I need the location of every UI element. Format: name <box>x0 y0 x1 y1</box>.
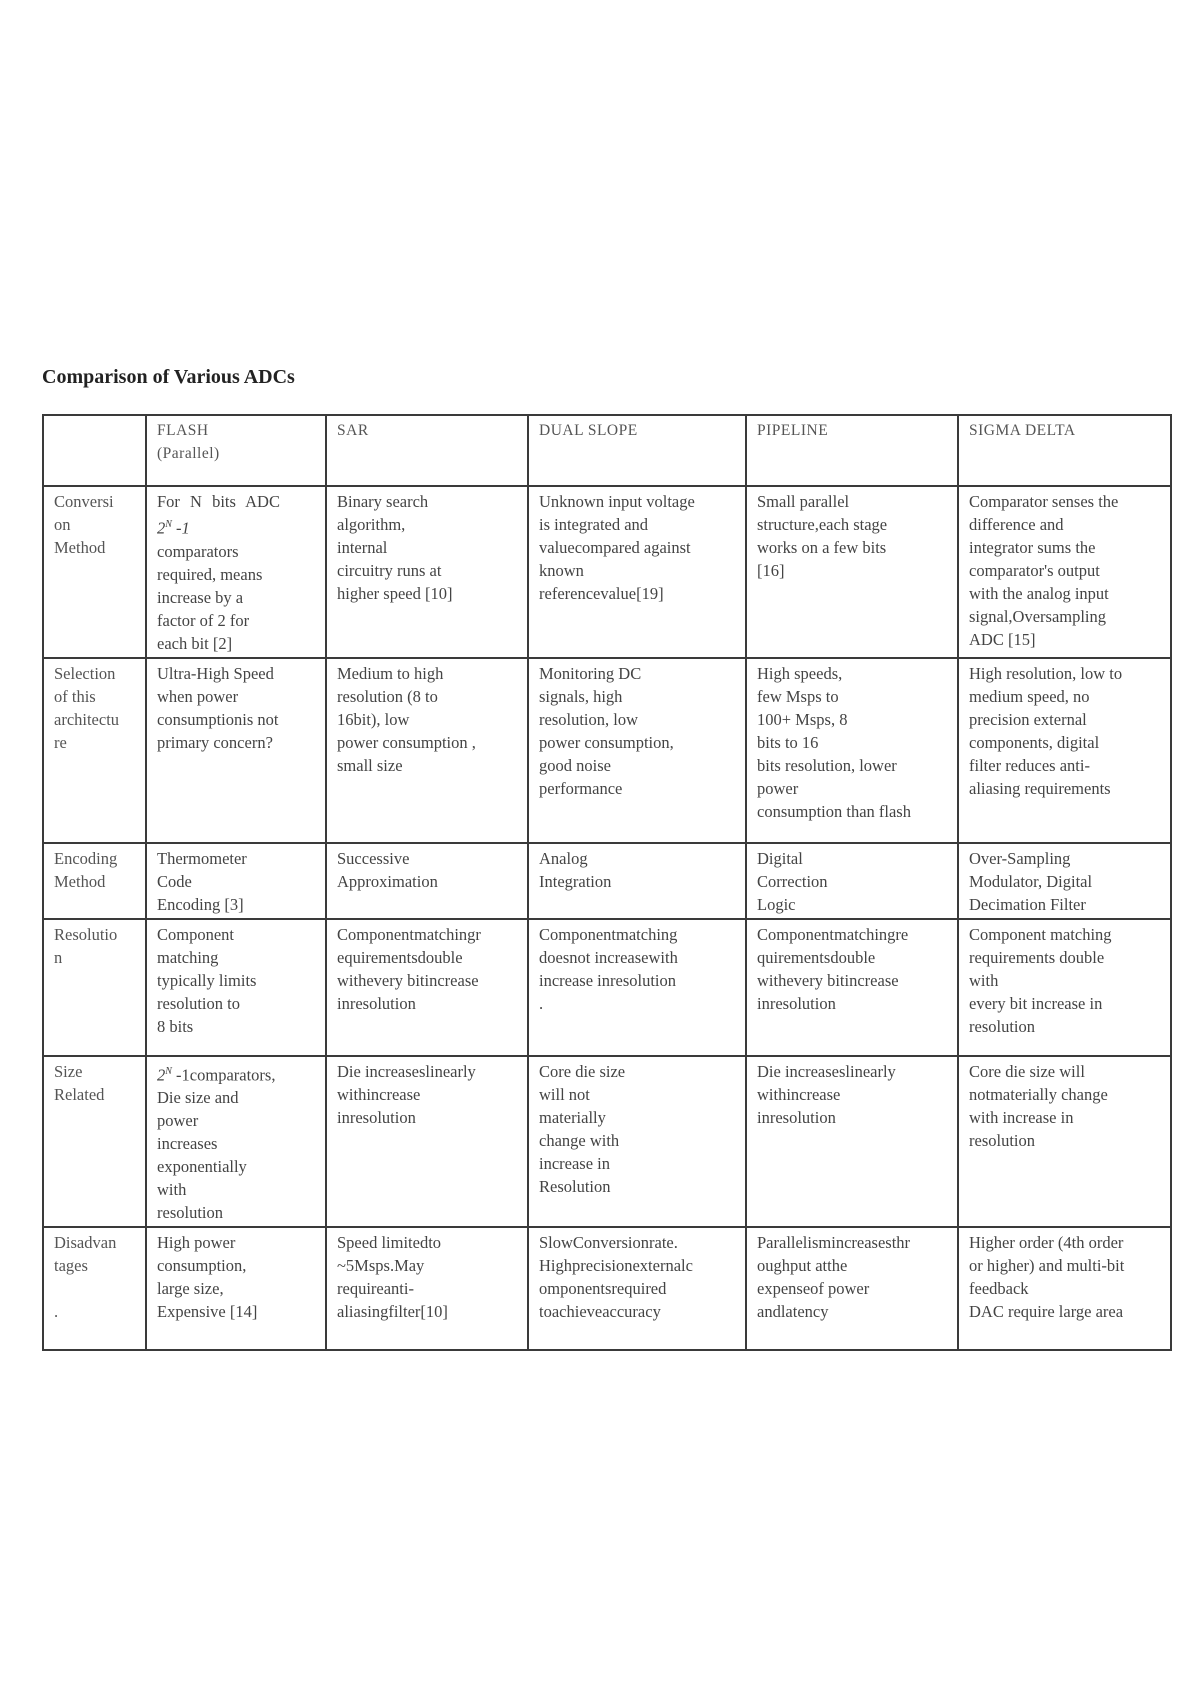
cell-line: with <box>969 970 999 990</box>
cell-dual-slope <box>528 843 746 919</box>
cell-line: SlowConversionrate. <box>539 1233 678 1252</box>
header-label: PIPELINE <box>757 422 829 439</box>
cell-line: with <box>157 1180 187 1199</box>
cell-pipeline <box>746 486 958 658</box>
cell-line: Disadvan <box>54 1233 117 1252</box>
cell-line <box>157 513 317 540</box>
cell-line: typically limits <box>157 970 257 990</box>
row-label <box>43 1227 146 1350</box>
cell-line: quirementsdouble <box>757 947 876 967</box>
cell-line: with the analog input <box>969 584 1109 603</box>
cell-line: Binary search <box>337 492 429 511</box>
cell-line: resolution (8 to <box>337 686 438 706</box>
cell-line: increases <box>157 1134 218 1153</box>
table-row-encoding-method <box>43 843 1171 919</box>
cell-line: few Msps to <box>757 686 839 706</box>
cell-line <box>54 1277 139 1300</box>
cell-line: factor of 2 for <box>157 610 250 630</box>
cell-sigma-delta <box>958 486 1171 658</box>
cell-line: . <box>539 993 544 1013</box>
math-rest: -1comparators, <box>171 1065 276 1084</box>
cell-line: resolution <box>969 1016 1035 1036</box>
header-sigma-delta <box>958 415 1171 486</box>
cell-line: each bit [2] <box>157 633 233 653</box>
cell-line: Parallelismincreasesthr <box>757 1233 911 1252</box>
cell-line: Small parallel <box>757 492 850 511</box>
header-sublabel: (Parallel) <box>157 445 220 462</box>
cell-line: 16bit), low <box>337 709 410 729</box>
cell-sigma-delta <box>958 1056 1171 1228</box>
cell-line: small size <box>337 755 403 775</box>
math-base: 2 <box>157 1065 166 1084</box>
cell-line: Monitoring DC <box>539 663 642 683</box>
cell-line: Integration <box>539 871 612 891</box>
cell-line: Component <box>157 924 234 944</box>
cell-line: large size, <box>157 1279 224 1298</box>
cell-line: matching <box>157 947 219 967</box>
cell-sar <box>326 486 528 658</box>
cell-line: ADC [15] <box>969 630 1036 649</box>
cell-line: Die increaseslinearly <box>337 1061 476 1081</box>
cell-line: doesnot increasewith <box>539 947 678 967</box>
cell-sigma-delta <box>958 919 1171 1056</box>
cell-line: signal,Oversampling <box>969 607 1107 626</box>
header-corner-cell <box>43 415 146 486</box>
cell-line: structure,each stage <box>757 515 888 534</box>
cell-line: circuitry runs at <box>337 561 442 580</box>
cell-line: required, means <box>157 564 263 584</box>
cell-line: with increase in <box>969 1107 1074 1127</box>
cell-line: on <box>54 515 71 534</box>
cell-line: Core die size will <box>969 1061 1085 1081</box>
header-label: SAR <box>337 422 369 439</box>
cell-sigma-delta <box>958 1227 1171 1350</box>
cell-line: aliasing requirements <box>969 778 1111 798</box>
cell-line: components, digital <box>969 732 1100 752</box>
header-dual-slope <box>528 415 746 486</box>
cell-line: Componentmatchingr <box>337 924 481 944</box>
table-header-row <box>43 415 1171 486</box>
cell-line: Correction <box>757 871 828 891</box>
cell-line: increase by a <box>157 587 244 607</box>
cell-line: medium speed, no <box>969 686 1090 706</box>
cell-line: Approximation <box>337 871 438 891</box>
header-sar <box>326 415 528 486</box>
cell-dual-slope <box>528 919 746 1056</box>
cell-line: Higher order (4th order <box>969 1233 1124 1252</box>
cell-line: Resolution <box>539 1176 611 1196</box>
cell-line: Code <box>157 871 192 891</box>
cell-pipeline <box>746 919 958 1056</box>
cell-line: Component matching <box>969 924 1112 944</box>
cell-line: Logic <box>757 894 796 914</box>
cell-line: omponentsrequired <box>539 1279 667 1298</box>
cell-line: performance <box>539 778 623 798</box>
cell-line: exponentially <box>157 1157 247 1176</box>
cell-line: difference and <box>969 515 1064 534</box>
row-label <box>43 919 146 1056</box>
cell-line: internal <box>337 538 388 557</box>
cell-flash <box>146 1056 326 1228</box>
cell-line: requirements double <box>969 947 1105 967</box>
cell-line: Size <box>54 1061 83 1081</box>
adc-comparison-table <box>42 414 1172 1351</box>
cell-line: valuecompared against <box>539 538 691 557</box>
table-row-disadvantages <box>43 1227 1171 1350</box>
cell-line: Selection <box>54 663 116 683</box>
cell-line: of this <box>54 686 96 706</box>
cell-line: withevery bitincrease <box>337 970 479 990</box>
row-label <box>43 658 146 843</box>
cell-line: every bit increase in <box>969 993 1103 1013</box>
cell-line: Related <box>54 1084 105 1104</box>
cell-line: feedback <box>969 1279 1029 1298</box>
cell-line: aliasingfilter[10] <box>337 1302 448 1321</box>
cell-line: 8 bits <box>157 1016 194 1036</box>
cell-line: referencevalue[19] <box>539 584 664 603</box>
cell-pipeline <box>746 843 958 919</box>
cell-flash <box>146 486 326 658</box>
cell-line: High speeds, <box>757 663 843 683</box>
cell-line: is integrated and <box>539 515 649 534</box>
cell-line: inresolution <box>757 993 836 1013</box>
cell-line: when power <box>157 686 239 706</box>
cell-line: architectu <box>54 709 120 729</box>
math-exponent: N <box>165 519 172 530</box>
cell-line: Unknown input voltage <box>539 492 695 511</box>
cell-line: precision external <box>969 709 1087 729</box>
cell-sar <box>326 919 528 1056</box>
cell-line: Digital <box>757 848 803 868</box>
header-label: SIGMA DELTA <box>969 422 1076 439</box>
cell-line: Encoding <box>54 848 118 868</box>
row-label <box>43 1056 146 1228</box>
cell-line: 100+ Msps, 8 <box>757 709 848 729</box>
cell-line: Medium to high <box>337 663 444 683</box>
cell-flash <box>146 843 326 919</box>
cell-line: known <box>539 561 584 580</box>
cell-dual-slope <box>528 486 746 658</box>
cell-line: good noise <box>539 755 611 775</box>
cell-line: [16] <box>757 561 785 580</box>
cell-line: works on a few bits <box>757 538 887 557</box>
cell-line: consumption, <box>157 1256 247 1275</box>
cell-line: n <box>54 947 63 967</box>
cell-line: High resolution, low to <box>969 663 1123 683</box>
header-label: DUAL SLOPE <box>539 422 638 439</box>
cell-line: Method <box>54 871 106 891</box>
cell-line: withincrease <box>757 1084 841 1104</box>
cell-sigma-delta <box>958 658 1171 843</box>
cell-line: power <box>157 1111 199 1130</box>
header-pipeline <box>746 415 958 486</box>
cell-line: inresolution <box>757 1107 836 1127</box>
cell-line: will not <box>539 1084 590 1104</box>
cell-line: Ultra-High Speed <box>157 663 274 683</box>
cell-line: Comparator senses the <box>969 492 1119 511</box>
cell-line: toachieveaccuracy <box>539 1302 661 1321</box>
cell-line: Over-Sampling <box>969 848 1071 868</box>
table-row-size-related <box>43 1056 1171 1228</box>
table-row-conversion-method <box>43 486 1171 658</box>
cell-line: Die size and <box>157 1088 239 1107</box>
cell-line: Highprecisionexternalc <box>539 1256 693 1275</box>
cell-line: comparators <box>157 541 239 561</box>
cell-line: increase in <box>539 1153 611 1173</box>
cell-line: Modulator, Digital <box>969 871 1093 891</box>
cell-line: ~5Msps.May <box>337 1256 425 1275</box>
cell-line: signals, high <box>539 686 623 706</box>
cell-sar <box>326 843 528 919</box>
cell-sar <box>326 1056 528 1228</box>
cell-line <box>157 1060 317 1087</box>
cell-line: . <box>54 1302 59 1321</box>
table-row-resolution <box>43 919 1171 1056</box>
cell-line: Die increaseslinearly <box>757 1061 896 1081</box>
cell-line: Method <box>54 538 106 557</box>
cell-line: Core die size <box>539 1061 626 1081</box>
cell-line: power consumption, <box>539 732 674 752</box>
cell-line: integrator sums the <box>969 538 1096 557</box>
cell-sar <box>326 658 528 843</box>
cell-line: notmaterially change <box>969 1084 1108 1104</box>
cell-line: Analog <box>539 848 588 868</box>
cell-line: primary concern? <box>157 732 273 752</box>
cell-line: algorithm, <box>337 515 406 534</box>
cell-line: DAC require large area <box>969 1302 1124 1321</box>
cell-line: Successive <box>337 848 410 868</box>
cell-line: andlatency <box>757 1302 829 1321</box>
cell-line: High power <box>157 1233 236 1252</box>
cell-line: withincrease <box>337 1084 421 1104</box>
cell-line: filter reduces anti- <box>969 755 1090 775</box>
cell-dual-slope <box>528 1056 746 1228</box>
cell-line: Expensive [14] <box>157 1302 258 1321</box>
math-rest: -1 <box>171 518 190 538</box>
cell-line: resolution to <box>157 993 240 1013</box>
cell-sar <box>326 1227 528 1350</box>
cell-line: equirementsdouble <box>337 947 463 967</box>
cell-line: re <box>54 732 67 752</box>
cell-pipeline <box>746 1056 958 1228</box>
cell-line: power <box>757 778 799 798</box>
header-label: FLASH <box>157 422 209 439</box>
header-flash <box>146 415 326 486</box>
cell-sigma-delta <box>958 843 1171 919</box>
cell-line: or higher) and multi-bit <box>969 1256 1125 1275</box>
cell-line: withevery bitincrease <box>757 970 899 990</box>
cell-line: power consumption , <box>337 732 476 752</box>
cell-flash <box>146 658 326 843</box>
cell-line: consumptionis not <box>157 709 279 729</box>
cell-line: resolution <box>969 1130 1035 1150</box>
cell-line: expenseof power <box>757 1279 870 1298</box>
cell-line: Speed limitedto <box>337 1233 442 1252</box>
cell-line: consumption than flash <box>757 801 911 821</box>
cell-line: change with <box>539 1130 620 1150</box>
row-label <box>43 843 146 919</box>
cell-line: resolution, low <box>539 709 638 729</box>
cell-dual-slope <box>528 1227 746 1350</box>
cell-line: Componentmatching <box>539 924 678 944</box>
cell-pipeline <box>746 1227 958 1350</box>
cell-line: comparator's output <box>969 561 1100 580</box>
document-title: Comparison of Various ADCs <box>42 366 295 388</box>
cell-line: increase inresolution <box>539 970 676 990</box>
math-base: 2 <box>157 518 166 538</box>
cell-line: bits resolution, lower <box>757 755 897 775</box>
cell-line: requireanti- <box>337 1279 414 1298</box>
cell-flash <box>146 1227 326 1350</box>
cell-dual-slope <box>528 658 746 843</box>
cell-line: resolution <box>157 1203 223 1222</box>
cell-line: tages <box>54 1256 88 1275</box>
cell-line: For N bits ADC <box>157 492 280 511</box>
cell-line: Encoding [3] <box>157 894 244 914</box>
row-label <box>43 486 146 658</box>
table-row-selection <box>43 658 1171 843</box>
cell-line: Decimation Filter <box>969 894 1086 914</box>
cell-line: Thermometer <box>157 848 247 868</box>
cell-line: Resolutio <box>54 924 118 944</box>
math-exponent: N <box>165 1065 172 1077</box>
cell-line: inresolution <box>337 993 416 1013</box>
cell-line: higher speed [10] <box>337 584 453 603</box>
cell-line: materially <box>539 1107 606 1127</box>
cell-line: oughput atthe <box>757 1256 848 1275</box>
cell-line: bits to 16 <box>757 732 819 752</box>
cell-line: inresolution <box>337 1107 416 1127</box>
cell-pipeline <box>746 658 958 843</box>
cell-line: Componentmatchingre <box>757 924 909 944</box>
cell-flash <box>146 919 326 1056</box>
cell-line: Conversi <box>54 492 114 511</box>
